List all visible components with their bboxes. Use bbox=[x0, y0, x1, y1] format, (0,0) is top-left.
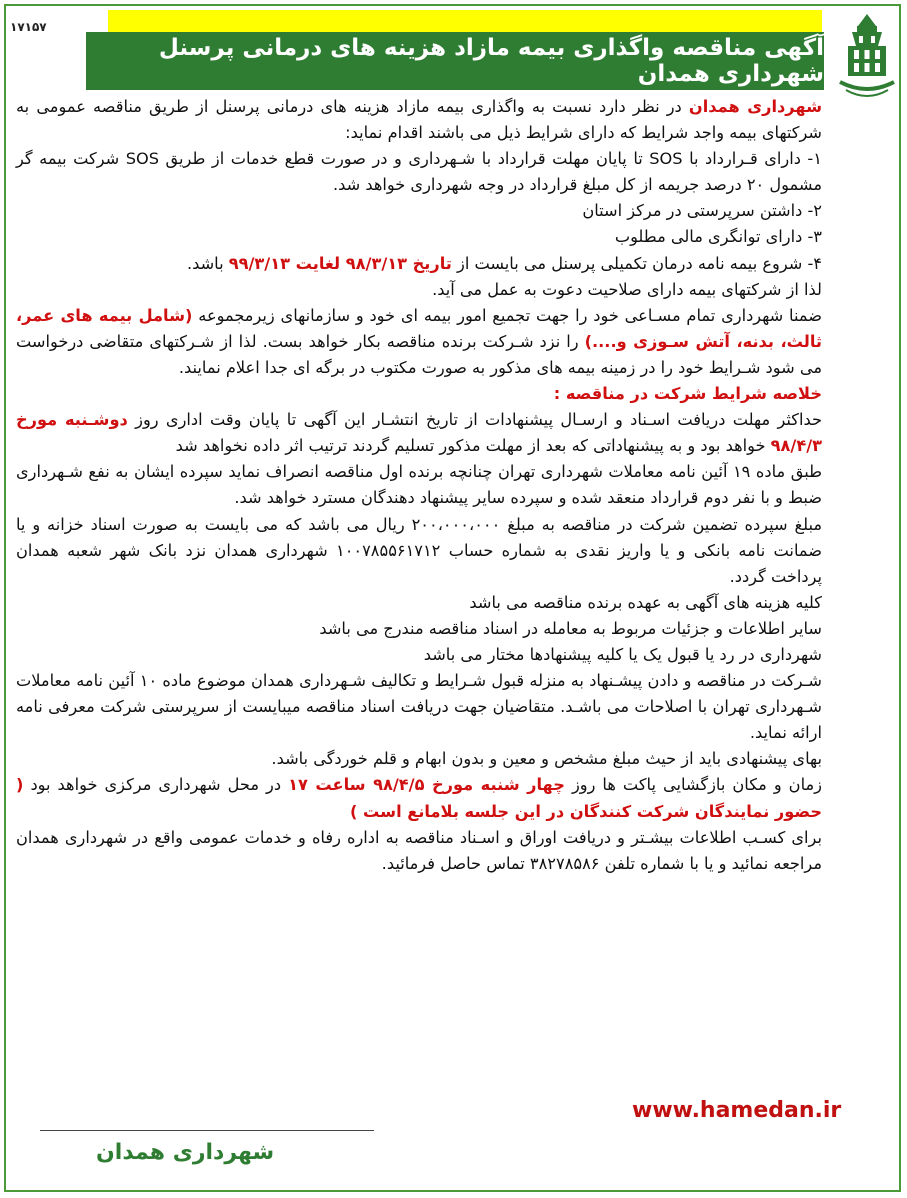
summary-heading: خلاصه شرایط شرکت در مناقصه : bbox=[553, 384, 822, 404]
participation-paragraph: شـرکت در مناقصه و دادن پیشـنهاد به منزله قبول شـرایط و تکالیف شـهرداری همدان موضوع ماده ۱۰ آئین نامه معاملات شـهرداری تهران با اصلاحات می باشـد. متقاضیان جهت دریافت اسناد مناقصه میبایست از سرپرستی شرکت معرفی نامه ارائه نماید. bbox=[16, 671, 822, 743]
insurance-scope-paragraph bbox=[16, 303, 822, 381]
invitation-text: لذا از شرکتهای بیمه دارای صلاحیت دعوت به عمل می آید. bbox=[432, 279, 822, 299]
condition-4-text: ۴- شروع بیمه نامه درمان تکمیلی پرسنل می بایست از bbox=[451, 253, 822, 273]
footer-organization: شهرداری همدان bbox=[96, 1140, 275, 1165]
header-accent-strip bbox=[108, 10, 822, 32]
ad-number: ۱۷۱۵۷ bbox=[10, 20, 47, 34]
announcement-body bbox=[16, 94, 822, 877]
contact-paragraph: برای کسـب اطلاعات بیشـتر و دریافت اوراق و اسـناد مناقصه به اداره رفاه و خدمات عمومی واقع در شهرداری همدان مراجعه نمائید و یا با شماره تلفن ۳۸۲۷۸۵۸۶ تماس حاصل فرمائید. bbox=[16, 827, 822, 873]
deadline-text-b: خواهد بود و به پیشنهاداتی که بعد از مهلت مذکور تسلیم گردند ترتیب اثر داده نخواهد شد bbox=[175, 436, 771, 456]
rights-text: شهرداری در رد یا قبول یک یا کلیه پیشنهادها مختار می باشد bbox=[423, 644, 822, 664]
opening-date-time: چهار شنبه مورخ ۹۸/۴/۵ ساعت ۱۷ bbox=[288, 775, 565, 795]
page-title: آگهی مناقصه واگذاری بیمه مازاد هزینه های درمانی پرسنل شهرداری همدان bbox=[86, 32, 824, 90]
other-info-text: سایر اطلاعات و جزئیات مربوط به معامله در اسناد مناقصه مندرج می باشد bbox=[319, 618, 822, 638]
intro-paragraph bbox=[16, 94, 822, 146]
intro-organization: شهرداری همدان bbox=[688, 97, 822, 116]
deposit-paragraph: مبلغ سپرده تضمین شرکت در مناقصه به مبلغ ۲۰۰،۰۰۰،۰۰۰ ریال می باشد که می بایست به صورت اسناد خزانه و یا ضمانت نامه بانکی و یا واریز نقدی به شماره حساب ۱۰۰۷۸۵۵۶۱۷۱۲ شهرداری همدان نزد بانک شهر شعبه همدان پرداخت گردد. bbox=[16, 514, 822, 586]
condition-4-end: باشد. bbox=[186, 253, 229, 273]
condition-3: ۳- دارای توانگری مالی مطلوب bbox=[614, 227, 822, 247]
municipality-logo-icon bbox=[832, 12, 902, 100]
condition-4-dates: تاریخ ۹۸/۳/۱۳ لغایت ۹۹/۳/۱۳ bbox=[228, 253, 452, 273]
footer-divider bbox=[40, 1130, 374, 1131]
website-link[interactable]: www.hamedan.ir bbox=[632, 1098, 842, 1123]
scope-insurance-types: (شامل بیمه های عمر، ثالث، بدنه، آتش سـوزی و....) bbox=[16, 305, 823, 351]
opening-text-b: در محل شهرداری مرکزی خواهد بود bbox=[23, 775, 289, 795]
deadline-date: دوشـنبه مورخ ۹۸/۴/۳ bbox=[16, 410, 822, 456]
intro-text: در نظر دارد نسبت به واگذاری بیمه مازاد هزینه های درمانی پرسنل از طریق مناقصه عمومی به شرکتهای بیمه واجد شرایط که دارای شرایط ذیل می باشند اقدام نماید: bbox=[16, 97, 822, 143]
opening-text-a: زمان و مکان بازگشایی پاکت ها روز bbox=[564, 775, 822, 795]
scope-text-a: ضمنا شهرداری تمام مسـاعی خود را جهت تجمیع امور بیمه ای خود و سازمانهای زیرمجموعه bbox=[192, 305, 822, 325]
condition-4 bbox=[16, 251, 822, 277]
condition-1: ۱- دارای قـرارداد با SOS تا پایان مهلت قرارداد با شـهرداری و در صورت قطع خدمات از طریق SOS شرکت بیمه گر مشمول ۲۰ درصد جریمه از کل مبلغ قرارداد در وجه شهرداری خواهد شد. bbox=[16, 149, 822, 195]
opening-paragraph bbox=[16, 772, 822, 824]
price-terms-text: بهای پیشنهادی باید از حیث مبلغ مشخص و معین و بدون ابهام و قلم خوردگی باشد. bbox=[271, 749, 822, 769]
condition-2: ۲- داشتن سرپرستی در مرکز استان bbox=[582, 201, 822, 221]
article-19-paragraph: طبق ماده ۱۹ آئین نامه معاملات شهرداری تهران چنانچه برنده اول مناقصه انصراف نماید سپرده ایشان به نفع شـهرداری ضبط و با نفر دوم قرارداد منعقد شده و سپرده سایر پیشنهاد دهندگان مسترد خواهد شد. bbox=[16, 462, 822, 508]
deadline-paragraph bbox=[16, 407, 822, 459]
opening-note: ( حضور نمایندگان شرکت کنندگان در این جلسه بلامانع است ) bbox=[16, 775, 822, 821]
deadline-text-a: حداکثر مهلت دریافت اسـناد و ارسـال پیشنهادات از تاریخ انتشـار این آگهی تا پایان وقت اداری روز bbox=[127, 410, 822, 430]
ad-costs-text: کلیه هزینه های آگهی به عهده برنده مناقصه می باشد bbox=[469, 592, 822, 612]
scope-text-b: را نزد شـرکت برنده مناقصه بکار خواهد بست. لذا از شـرکتهای متقاضی درخواست می شود شـرایط خود را در زمینه بیمه های مذکور به صورت مکتوب در برگه ای جدا اعلام نمایند. bbox=[16, 331, 822, 377]
